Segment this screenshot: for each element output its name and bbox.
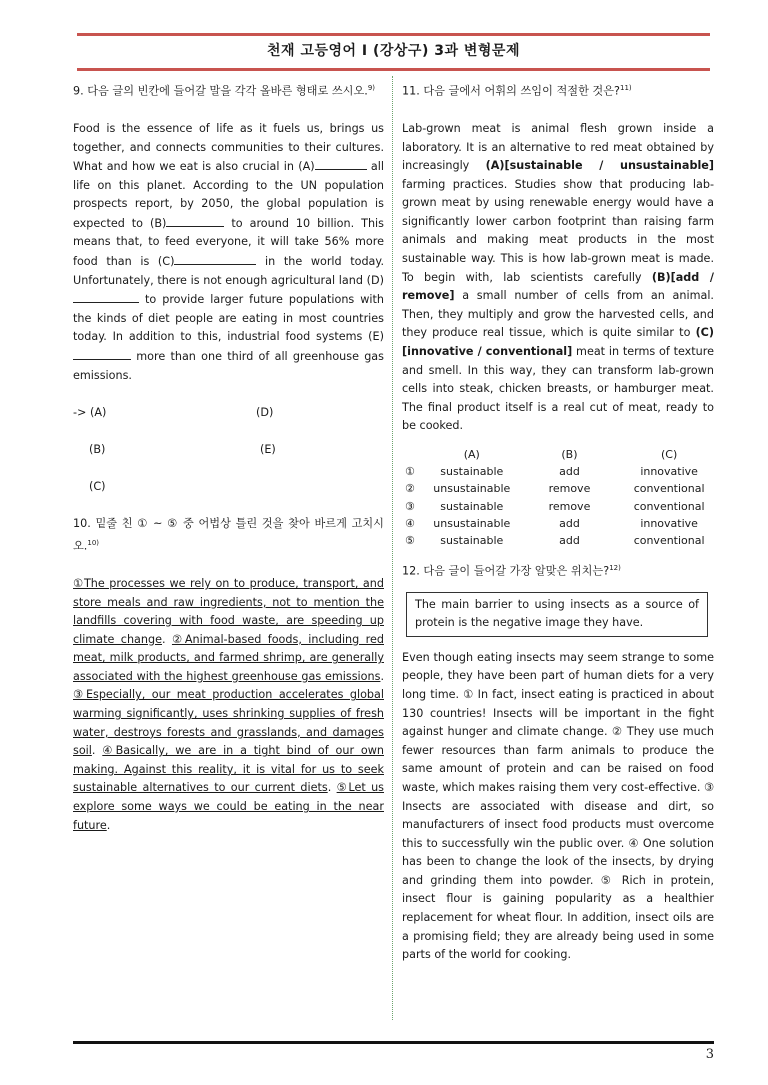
underlined-sentence-4: ④Basically, we are in a tight bind of our own making. Against this reality, it is vital for us to seek sustainable alternatives to our current diets <box>73 744 384 795</box>
choice-number: ② <box>405 482 415 496</box>
choice-number: ⑤ <box>405 534 415 548</box>
passage-text: in the world today. Unfortunately, there is not enough agricultural land (D) <box>73 255 384 287</box>
answer-choices-table <box>402 446 714 549</box>
answer-label-a: -> (A) <box>73 405 107 419</box>
question-9-text: 9. 다음 글의 빈칸에 들어갈 말을 각각 올바른 형태로 쓰시오. <box>73 84 368 98</box>
insert-sentence-box: The main barrier to using insects as a source of protein is the negative image they have. <box>406 592 708 637</box>
passage-text: to around 10 billion. This means that, to feed everyone, it will take 56% more food than is (C) <box>73 216 384 269</box>
table-header <box>402 446 429 463</box>
underlined-sentence-1: ①The processes we rely on to produce, transport, and store meals and raw ingredients, not to mention the landfills covering with food waste, are speeding up climate change <box>73 576 384 646</box>
table-row[interactable] <box>402 532 714 549</box>
table-cell: sustainable <box>440 465 504 479</box>
page-number: 3 <box>705 1047 714 1062</box>
table-cell: add <box>559 534 580 548</box>
choice-c: (C)[innovative / conventional] <box>402 326 714 359</box>
footnote-marker: 12) <box>609 564 621 573</box>
underlined-sentence-5: ⑤Let us explore some ways we could be eating in the near future <box>73 781 384 832</box>
choice-b: (B)[add / remove] <box>402 270 714 303</box>
question-12 <box>402 559 714 581</box>
choice-number: ③ <box>405 499 415 513</box>
passage-text: to provide larger future populations with the kinds of diet people are eating in most countries today. In addition to this, industrial food systems (E) <box>73 293 384 344</box>
table-cell: conventional <box>633 482 705 496</box>
table-header: (B) <box>561 448 578 462</box>
table-cell: innovative <box>640 465 698 479</box>
table-cell: remove <box>548 482 591 496</box>
left-column <box>73 79 384 835</box>
blank-c[interactable] <box>174 252 256 265</box>
table-header: (A) <box>463 448 480 462</box>
blank-a[interactable] <box>315 157 367 170</box>
passage-text: a small number of cells from an animal. Then, they multiply and grow the harvested cells, and they produce real tissue, which is quite similar to <box>402 289 714 340</box>
passage-text: Lab-grown meat is animal flesh grown inside a laboratory. It is an alternative to red meat obtained by increasingly <box>402 121 714 173</box>
choice-a: (A)[sustainable / unsustainable] <box>485 159 714 173</box>
question-10 <box>73 515 384 556</box>
question-10-passage: ①The processes we rely on to produce, transport, and store meals and raw ingredients, not to mention the landfills covering with food waste, are speeding up climate change. ②Animal-based foods, including red meat, milk products, and farmed shrimp, are generally associated with the highest greenhouse gas emissions. ③Especially, our meat production accelerates global warming significantly, uses shrinking supplies of fresh water, destroys forests and grasslands, and damages soil. ④Basically, we are in a tight bind of our own making. Against this reality, it is vital for us to seek sustainable alternatives to our current diets. ⑤Let us explore some ways we could be eating in the near future. <box>73 576 384 832</box>
passage-text: farming practices. Studies show that producing lab-grown meat by using renewable energy would have a significantly lower carbon footprint than raising farm animals and making meat products in the most sustainable way. This is how lab-grown meat is made. To begin with, lab scientists carefully <box>402 177 714 284</box>
page-title: 천재 고등영어 I (강상구) 3과 변형문제 <box>267 43 520 59</box>
passage-text: more than one third of all greenhouse gas emissions. <box>73 350 384 382</box>
table-row[interactable] <box>402 515 714 532</box>
footer-rule <box>73 1041 714 1044</box>
choice-number: ④ <box>405 516 415 530</box>
table-cell: remove <box>548 499 591 513</box>
footnote-marker: 11) <box>619 84 632 92</box>
question-12-passage: Even though eating insects may seem strange to some people, they have been part of human diets for a very long time. ① In fact, insect eating is practiced in about 130 countries! Insects will be important in the fight against hunger and climate change. ② They use much fewer resources than farm animals to produce the same amount of protein and can be raised on food waste, which makes raising them very cost-effective. ③ Insects are associated with disease and dirt, so manufacturers of insect food products must overcome this to successfully win the public over. ④ One solution has been to change the look of the insects, by drying and grinding them into powder. ⑤ Rich in protein, insect flour is gaining popularity as a healthier replacement for wheat flour. In addition, insect oils are a promising field; they are already being used in some parts of the world for cooking. <box>402 650 714 962</box>
underlined-sentence-2: ②Animal-based foods, including red meat, milk products, and farmed shrimp, are generally associated with the highest greenhouse gas emissions <box>73 632 384 683</box>
table-cell: sustainable <box>440 534 504 548</box>
question-11-passage <box>402 120 714 436</box>
blank-b[interactable] <box>166 214 224 227</box>
right-column <box>402 79 714 965</box>
answer-row-c <box>73 478 384 497</box>
choice-number: ① <box>405 465 415 479</box>
table-cell: unsustainable <box>433 482 511 496</box>
answer-row-be <box>73 441 384 460</box>
answer-label-e: (E) <box>260 443 276 457</box>
table-cell: add <box>559 516 580 530</box>
footnote-marker: 9) <box>367 84 375 92</box>
blank-d[interactable] <box>73 290 139 303</box>
answer-label-c: (C) <box>89 480 106 494</box>
table-header: (C) <box>661 448 678 462</box>
table-cell: sustainable <box>440 499 504 513</box>
column-divider <box>392 76 393 1020</box>
underlined-sentence-3: ③Especially, our meat production accelerates global warming significantly, uses shrinking supplies of fresh water, destroys forests and grasslands, and damages soil <box>73 688 384 758</box>
table-cell: innovative <box>640 516 698 530</box>
question-11-text: 11. 다음 글에서 어휘의 쓰임이 적절한 것은? <box>402 84 620 98</box>
table-cell: conventional <box>633 499 705 513</box>
answer-label-b: (B) <box>89 443 106 457</box>
table-row[interactable] <box>402 498 714 515</box>
question-12-text: 12. 다음 글이 들어갈 가장 알맞은 위치는? <box>402 564 610 578</box>
answer-row-ad <box>73 404 384 423</box>
answer-label-d: (D) <box>256 405 274 419</box>
question-10-text: 10. 밑줄 친 ① ~ ⑤ 중 어법상 틀린 것을 찾아 바르게 고치시오. <box>73 517 384 553</box>
passage-text: meat in terms of texture and smell. In this way, they can transform lab-grown cells into steak, chicken breasts, or hamburger meat. The final product itself is a real cut of meat, ready to be cooked. <box>402 345 714 433</box>
table-cell: unsustainable <box>433 516 511 530</box>
table-cell: add <box>559 465 580 479</box>
passage-text: all life on this planet. According to the UN population prospects report, by 2050, the global population is expected to (B) <box>73 160 384 230</box>
question-9 <box>73 79 384 101</box>
blank-e[interactable] <box>73 347 131 360</box>
question-9-passage <box>73 120 384 385</box>
passage-text: Food is the essence of life as it fuels us, brings us together, and connects communities to their cultures. What and how we eat is also crucial in (A) <box>73 121 384 174</box>
table-row[interactable] <box>402 480 714 497</box>
footnote-marker: 10) <box>87 538 100 547</box>
table-row[interactable] <box>402 463 714 480</box>
header-top-rule <box>77 33 710 36</box>
header-bottom-rule <box>77 68 710 71</box>
table-cell: conventional <box>633 534 705 548</box>
question-11 <box>402 79 714 101</box>
table-header-row <box>402 446 714 463</box>
